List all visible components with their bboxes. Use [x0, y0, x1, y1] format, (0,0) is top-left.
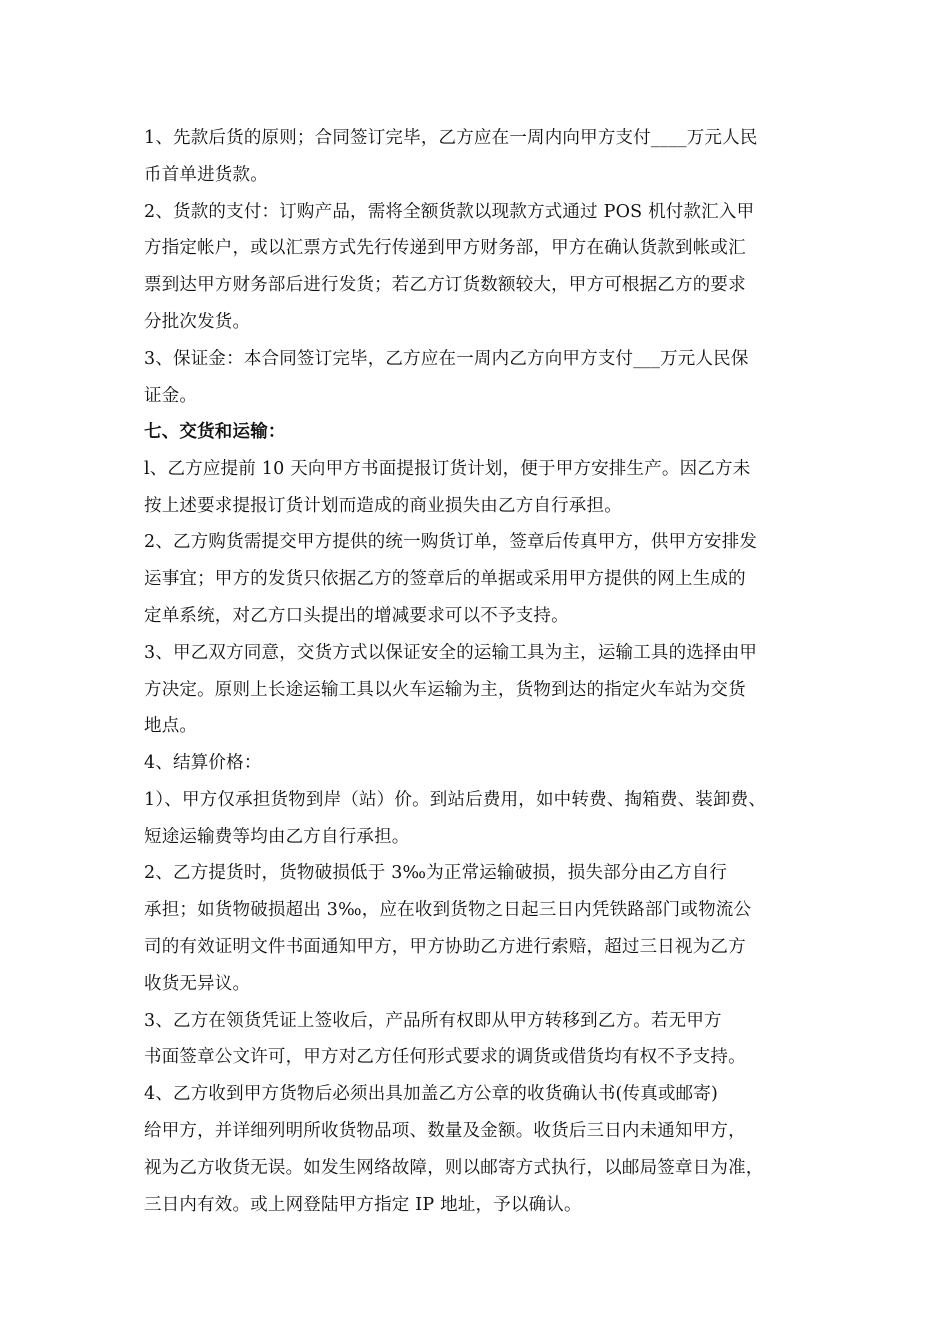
text-line: 3、甲乙双方同意，交货方式以保证安全的运输工具为主，运输工具的选择由甲 [144, 643, 758, 663]
text-line: 票到达甲方财务部后进行发货；若乙方订货数额较大，甲方可根据乙方的要求 [144, 275, 746, 295]
text-line: 3、保证金：本合同签订完毕，乙方应在一周内乙方向甲方支付___万元人民保 [144, 349, 749, 369]
text-line: 2、货款的支付：订购产品，需将全额货款以现款方式通过 POS 机付款汇入甲 [144, 202, 755, 222]
text-line: 4、结算价格： [144, 753, 262, 773]
text-line: 3、乙方在领货凭证上签收后，产品所有权即从甲方转移到乙方。若无甲方 [144, 1011, 722, 1031]
text-line: 承担；如货物破损超出 3‰，应在收到货物之日起三日内凭铁路部门或物流公 [144, 900, 752, 920]
text-line: 书面签章公文许可，甲方对乙方任何形式要求的调货或借货均有权不予支持。 [144, 1047, 746, 1067]
text-line: 1）、甲方仅承担货物到岸（站）价。到站后费用，如中转费、掏箱费、装卸费、 [144, 790, 767, 810]
text-line: 地点。 [144, 716, 198, 736]
text-line: 4、乙方收到甲方货物后必须出具加盖乙方公章的收货确认书(传真或邮寄) [144, 1084, 719, 1104]
text-line: 运事宜；甲方的发货只依据乙方的签章后的单据或采用甲方提供的网上生成的 [144, 569, 746, 589]
text-line: l、乙方应提前 10 天向甲方书面提报订货计划，便于甲方安排生产。因乙方未 [144, 459, 751, 479]
section-heading: 七、交货和运输： [144, 422, 286, 442]
text-line: 短途运输费等均由乙方自行承担。 [144, 827, 410, 847]
text-line: 按上述要求提报订货计划而造成的商业损失由乙方自行承担。 [144, 496, 622, 516]
text-line: 币首单进货款。 [144, 165, 268, 185]
text-line: 方指定帐户，或以汇票方式先行传递到甲方财务部，甲方在确认货款到帐或汇 [144, 238, 746, 258]
text-line: 证金。 [144, 386, 198, 406]
text-line: 方决定。原则上长途运输工具以火车运输为主，货物到达的指定火车站为交货 [144, 680, 746, 700]
text-line: 2、乙方提货时，货物破损低于 3‰为正常运输破损，损失部分由乙方自行 [144, 863, 728, 883]
text-line: 分批次发货。 [144, 312, 251, 332]
text-line: 2、乙方购货需提交甲方提供的统一购货订单，签章后传真甲方，供甲方安排发 [144, 532, 758, 552]
text-line: 收货无异议。 [144, 974, 251, 994]
text-line: 视为乙方收货无误。如发生网络故障，则以邮寄方式执行，以邮局签章日为准， [144, 1158, 764, 1178]
text-line: 三日内有效。或上网登陆甲方指定 IP 地址，予以确认。 [144, 1195, 582, 1215]
text-line: 给甲方，并详细列明所收货物品项、数量及金额。收货后三日内未通知甲方， [144, 1121, 746, 1141]
text-line: 司的有效证明文件书面通知甲方，甲方协助乙方进行索赔，超过三日视为乙方 [144, 937, 746, 957]
text-line: 1、先款后货的原则；合同签订完毕，乙方应在一周内向甲方支付____万元人民 [144, 128, 758, 148]
text-line: 定单系统，对乙方口头提出的增减要求可以不予支持。 [144, 606, 569, 626]
